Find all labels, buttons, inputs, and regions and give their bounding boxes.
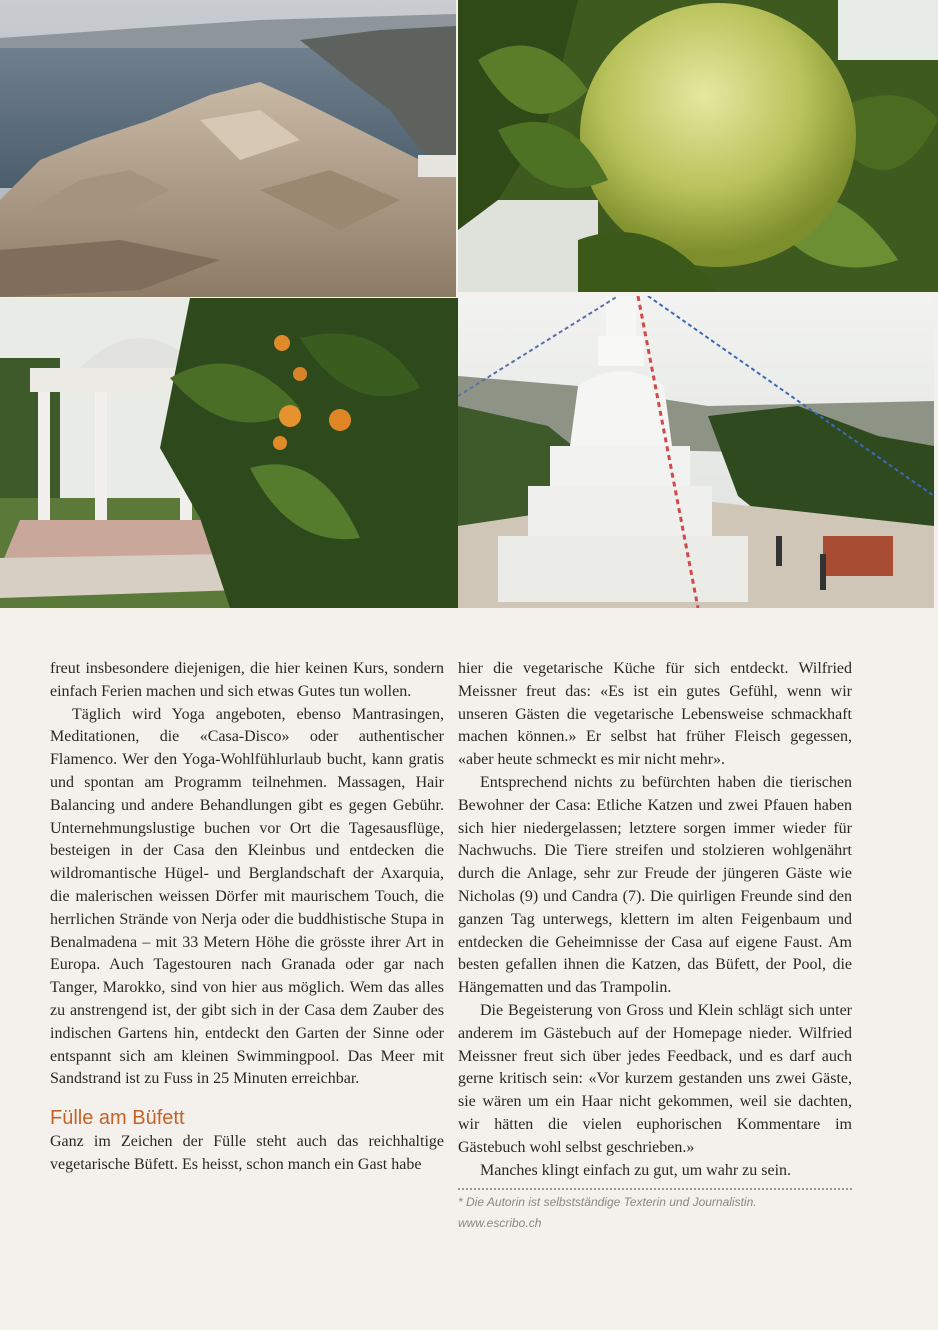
section-heading: Fülle am Büfett	[50, 1107, 185, 1130]
paragraph: Entsprechend nichts zu befürchten haben die tierischen Bewohner der Casa: Etliche Katzen und zwei Pfauen haben sich hier niedergelassen; letztere sorgen immer wieder für Nachwuchs. Die Tiere streifen und stolzieren wohlgenährt durch die Anlage, sehr zur Freude der jüngeren Gäste wie Nicholas (9) und Candra (7). Die quirligen Freunde sind den ganzen Tag unterwegs, klettern im alten Feigenbaum und entdecken die Geheimnisse der Casa auf eigene Faust. Am besten gefallen ihnen die Katzen, das Büfett, der Pool, die Hängematten und das Trampolin.	[458, 773, 852, 997]
footnote-url: www.escribo.ch	[458, 1216, 542, 1231]
paragraph: Die Begeisterung von Gross und Klein schlägt sich unter anderem im Gästebuch auf der Homepage nieder. Wilfried Meissner freut sich über jedes Feedback, und es darf auch gerne kritisch sein: «Vor kurzem gestanden uns zwei Gäste, sie wären um ein Haar nicht gekommen, weil sie dachten, wir hätten die vielen euphorischen Kommentare im Gästebuch wohl selbst geschrieben.»	[458, 1001, 852, 1156]
paragraph: hier die vegetarische Küche für sich entdeckt. Wilfried Meissner freut das: «Es ist ein gutes Gefühl, wenn wir unseren Gästen die vegetarische Lebensweise schmackhaft machen können.» Er selbst hat früher Fleisch gegessen, «aber heute schmeckt es mir nicht mehr».	[458, 660, 852, 769]
photo-lemon	[458, 0, 938, 292]
paragraph: Ganz im Zeichen der Fülle steht auch das reichhaltige vegetarische Büfett. Es heisst, schon manch ein Gast habe	[50, 1133, 444, 1173]
text-column-left	[50, 658, 444, 1177]
text-column-right	[458, 658, 852, 1232]
footnote-author: * Die Autorin ist selbstständige Texterin und Journalistin.	[458, 1195, 757, 1210]
photo-stupa	[458, 296, 934, 608]
footnote-divider	[458, 1188, 852, 1190]
paragraph: Manches klingt einfach zu gut, um wahr zu sein.	[480, 1161, 792, 1179]
photo-pavilion	[0, 298, 458, 608]
paragraph: Täglich wird Yoga angeboten, ebenso Mantrasingen, Meditationen, die «Casa-Disco» oder authentischer Flamenco. Wer den Yoga-Wohlfühlurlaub bucht, kann gratis und spontan am Programm teilnehmen. Massagen, Hair Balancing und andere Behandlungen gibt es gegen Gebühr. Unternehmungslustige buchen vor Ort die Tagesausflüge, besteigen in der Casa den Kleinbus und entdecken die wildromantische Hügel- und Berglandschaft der Axarquia, die malerischen weissen Dörfer mit maurischem Touch, die herrlichen Strände von Nerja oder die buddhistische Stupa in Benalmadena – mit 33 Metern Höhe die grösste ihrer Art in Europa. Auch Tagestouren nach Granada oder gar nach Tanger, Marokko, sind von hier aus möglich. Wem das alles zu anstrengend ist, der gibt sich in der Casa dem Zauber des indischen Gartens hin, entdeckt den Garten der Sinne oder entspannt sich am kleinen Swimmingpool. Das Meer mit Sandstrand ist zu Fuss in 25 Minuten erreichbar.	[50, 705, 444, 1088]
paragraph: freut insbesondere diejenigen, die hier keinen Kurs, sondern einfach Ferien machen und sich etwas Gutes tun wollen.	[50, 660, 444, 700]
photo-coast	[0, 0, 456, 297]
